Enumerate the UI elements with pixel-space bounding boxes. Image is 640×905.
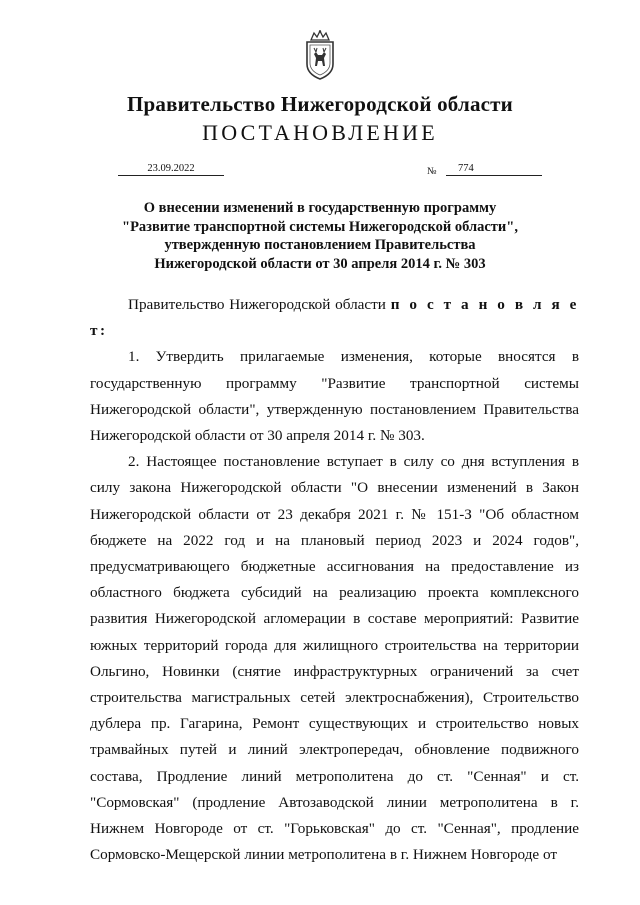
document-title xyxy=(88,199,552,273)
title-line: "Развитие транспортной системы Нижегородской области", xyxy=(122,218,518,235)
title-line: утвержденную постановлением Правительства xyxy=(164,237,476,253)
document-type: ПОСТАНОВЛЕНИЕ xyxy=(202,120,438,145)
title-line: О внесении изменений в государственную программу xyxy=(143,200,497,216)
document-body xyxy=(90,292,579,868)
paragraph-2: 2. Настоящее постановление вступает в силу со дня вступления в силу закона Нижегородской области "О внесении изменений в Закон Нижегородской области от 23 декабря 2021 г. № 151-З "Об областном бюджете на 2022 год и на плановый период 2023 и 2024 годов", предусматривающего бюджетные ассигнования на предоставление из областного бюджета субсидий на реализацию проекта комплексного развития Нижегородской агломерации в составе мероприятий: Развитие южных территорий города для жилищного строительства на территории Ольгино, Новинки (снятие инфраструктурных ограничений за счет строительства магистральных сетей электроснабжения), Строительство дублера пр. Гагарина, Ремонт существующих и строительство новых трамвайных путей и линий электропередач, обновление подвижного состава, Продление линий метрополитена до ст. "Сенная" и ст. "Сормовская" (продление Автозаводской линии метрополитена в г. Нижнем Новгороде от ст. "Горьковская" до ст. "Сенная", продление Сормовско-Мещерской линии метрополитена в г. Нижнем Новгороде от xyxy=(90,453,579,864)
paragraph-1: 1. Утвердить прилагаемые изменения, которые вносятся в государственную программу "Развитие транспортной системы Нижегородской области", утвержденную постановлением Правительства Нижегородской области от 30 апреля 2014 г. № 303. xyxy=(90,348,579,445)
preamble-keyword: п о с т а н о в л я е т: xyxy=(90,296,579,340)
number-label: № xyxy=(427,166,437,177)
organization-name: Правительство Нижегородской области xyxy=(127,92,513,116)
document-number: 774 xyxy=(446,163,542,176)
preamble-text: Правительство Нижегородской области xyxy=(128,296,391,313)
preamble xyxy=(90,292,579,344)
coat-of-arms-icon xyxy=(302,30,338,80)
title-line: Нижегородской области от 30 апреля 2014 г. № 303 xyxy=(154,255,486,272)
document-date: 23.09.2022 xyxy=(118,163,224,176)
